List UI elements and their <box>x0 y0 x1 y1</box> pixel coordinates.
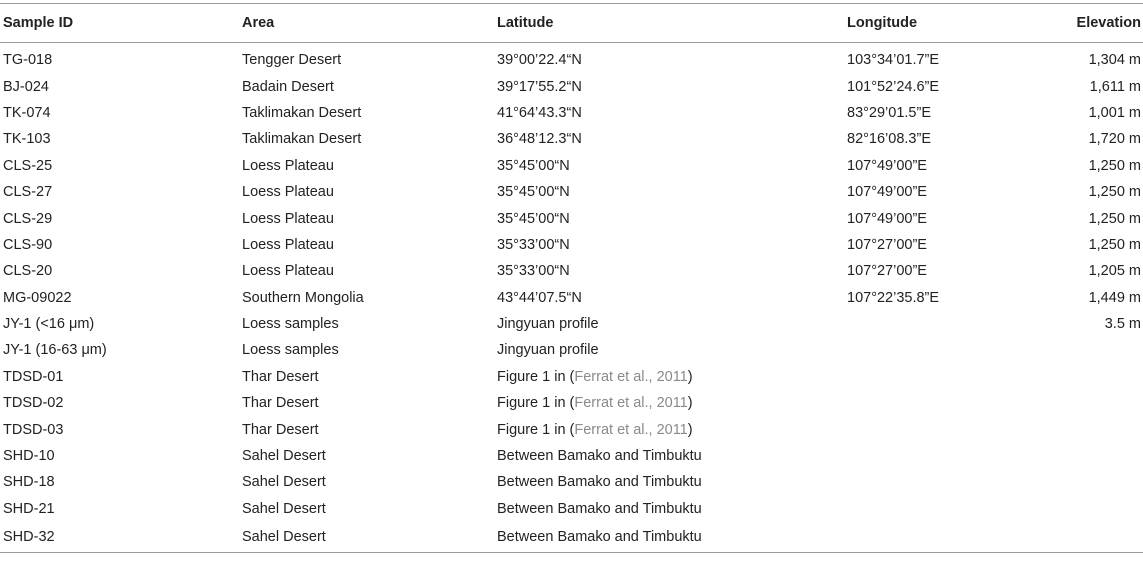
cell-sample-id: TDSD-01 <box>3 368 64 385</box>
cell-area: Loess samples <box>242 316 339 333</box>
cell-elevation <box>1063 522 1143 553</box>
cell-area: Thar Desert <box>242 421 319 438</box>
table-row <box>0 522 1143 553</box>
cell-longitude <box>847 443 1063 469</box>
cell-longitude <box>847 337 1063 363</box>
table-row <box>0 258 1143 284</box>
latitude-suffix: ) <box>687 395 693 412</box>
header-latitude: Latitude <box>497 4 847 43</box>
header-area: Area <box>242 4 497 43</box>
cell-longitude <box>847 496 1063 522</box>
cell-elevation: 3.5 m <box>1104 316 1141 333</box>
cell-sample-id: CLS-90 <box>3 236 53 253</box>
cell-latitude: Between Bamako and Timbuktu <box>497 522 847 553</box>
latitude-prefix: Figure 1 in ( <box>497 421 575 438</box>
latitude-prefix: Figure 1 in ( <box>497 395 575 412</box>
cell-sample-id: TG-018 <box>3 52 53 69</box>
cell-elevation: 1,720 m <box>1088 131 1141 148</box>
cell-latitude: Jingyuan profile <box>497 316 599 333</box>
table-row <box>0 416 1143 442</box>
cell-latitude: Between Bamako and Timbuktu <box>497 500 702 517</box>
cell-sample-id: BJ-024 <box>3 78 49 95</box>
cell-sample-id: SHD-32 <box>0 522 242 553</box>
table-row <box>0 285 1143 311</box>
cell-sample-id: CLS-27 <box>3 184 53 201</box>
table-row <box>0 179 1143 205</box>
cell-sample-id: TDSD-02 <box>3 395 64 412</box>
cell-longitude <box>847 469 1063 495</box>
cell-longitude <box>847 522 1063 553</box>
table-row <box>0 390 1143 416</box>
cell-sample-id: CLS-20 <box>3 263 53 280</box>
cell-area: Sahel Desert <box>242 474 326 491</box>
table-row <box>0 469 1143 495</box>
cell-longitude: 107°27’00”E <box>847 236 927 253</box>
cell-elevation <box>1063 496 1143 522</box>
cell-latitude: 39°00’22.4“N <box>497 52 582 69</box>
table-row <box>0 205 1143 231</box>
header-row <box>0 4 1143 43</box>
reference-link[interactable]: Ferrat et al., 2011 <box>574 368 688 385</box>
cell-area: Taklimakan Desert <box>242 131 362 148</box>
cell-longitude: 107°27’00”E <box>847 263 927 280</box>
table-row <box>0 337 1143 363</box>
table-row <box>0 364 1143 390</box>
table-header <box>0 4 1143 43</box>
cell-elevation <box>1063 364 1143 390</box>
cell-sample-id: JY-1 (16-63 μm) <box>3 342 107 359</box>
cell-elevation <box>1063 443 1143 469</box>
reference-link[interactable]: Ferrat et al., 2011 <box>574 421 688 438</box>
latitude-suffix: ) <box>687 421 693 438</box>
cell-elevation: 1,611 m <box>1089 78 1141 95</box>
cell-sample-id: TK-103 <box>3 131 51 148</box>
cell-area: Thar Desert <box>242 395 319 412</box>
cell-longitude <box>847 311 1063 337</box>
table-row <box>0 232 1143 258</box>
cell-latitude: 36°48’12.3“N <box>497 131 582 148</box>
cell-sample-id: SHD-10 <box>3 448 55 465</box>
cell-area: Loess samples <box>242 342 339 359</box>
table-row <box>0 443 1143 469</box>
cell-sample-id: CLS-25 <box>3 157 53 174</box>
table-body <box>0 43 1143 553</box>
cell-latitude: Jingyuan profile <box>497 342 599 359</box>
cell-latitude: Between Bamako and Timbuktu <box>497 448 702 465</box>
cell-latitude <box>497 416 847 442</box>
cell-longitude <box>847 416 1063 442</box>
sample-table <box>0 3 1143 553</box>
reference-link[interactable]: Ferrat et al., 2011 <box>574 395 688 412</box>
cell-longitude: 82°16’08.3”E <box>847 131 931 148</box>
cell-area: Thar Desert <box>242 368 319 385</box>
cell-latitude <box>497 364 847 390</box>
cell-longitude <box>847 390 1063 416</box>
cell-latitude: 35°45’00“N <box>497 210 570 227</box>
latitude-suffix: ) <box>687 368 693 385</box>
cell-sample-id: CLS-29 <box>3 210 53 227</box>
cell-area: Taklimakan Desert <box>242 104 362 121</box>
cell-area: Loess Plateau <box>242 184 334 201</box>
cell-elevation: 1,250 m <box>1088 210 1141 227</box>
cell-elevation <box>1063 390 1143 416</box>
table-row <box>0 311 1143 337</box>
cell-latitude: 35°45’00“N <box>497 184 570 201</box>
table-row <box>0 43 1143 74</box>
latitude-prefix: Figure 1 in ( <box>497 368 575 385</box>
cell-elevation: 1,001 m <box>1088 104 1141 121</box>
cell-area: Sahel Desert <box>242 522 497 553</box>
cell-area: Sahel Desert <box>242 500 326 517</box>
cell-elevation <box>1063 337 1143 363</box>
cell-longitude: 83°29’01.5”E <box>847 104 931 121</box>
cell-longitude: 107°49’00”E <box>847 210 927 227</box>
table-row <box>0 126 1143 152</box>
cell-elevation: 1,304 m <box>1088 52 1141 69</box>
cell-latitude: 35°45’00“N <box>497 157 570 174</box>
cell-latitude <box>497 390 847 416</box>
cell-elevation: 1,250 m <box>1088 236 1141 253</box>
table-row <box>0 100 1143 126</box>
cell-area: Tengger Desert <box>242 52 342 69</box>
cell-latitude: 35°33’00“N <box>497 263 570 280</box>
table-row <box>0 73 1143 99</box>
cell-elevation <box>1063 416 1143 442</box>
cell-area: Loess Plateau <box>242 210 334 227</box>
cell-longitude: 101°52’24.6”E <box>847 78 940 95</box>
cell-sample-id: SHD-21 <box>3 500 55 517</box>
cell-sample-id: SHD-18 <box>3 474 55 491</box>
header-elevation: Elevation <box>1063 4 1143 43</box>
cell-latitude: 41°64’43.3“N <box>497 104 582 121</box>
cell-area: Badain Desert <box>242 78 334 95</box>
cell-latitude: 43°44’07.5“N <box>497 289 582 306</box>
header-sample-id: Sample ID <box>0 4 242 43</box>
cell-latitude: 39°17’55.2“N <box>497 78 582 95</box>
cell-longitude: 107°49’00”E <box>847 157 927 174</box>
cell-elevation: 1,250 m <box>1088 184 1141 201</box>
cell-sample-id: MG-09022 <box>3 289 72 306</box>
cell-latitude: Between Bamako and Timbuktu <box>497 474 702 491</box>
cell-sample-id: TDSD-03 <box>3 421 64 438</box>
cell-elevation: 1,449 m <box>1088 289 1141 306</box>
cell-longitude: 103°34’01.7”E <box>847 52 940 69</box>
cell-area: Loess Plateau <box>242 157 334 174</box>
cell-latitude: 35°33’00“N <box>497 236 570 253</box>
cell-sample-id: TK-074 <box>3 104 51 121</box>
table-row <box>0 496 1143 522</box>
cell-longitude <box>847 364 1063 390</box>
cell-longitude: 107°22’35.8”E <box>847 289 940 306</box>
cell-elevation: 1,205 m <box>1088 263 1141 280</box>
header-longitude: Longitude <box>847 4 1063 43</box>
cell-area: Loess Plateau <box>242 263 334 280</box>
cell-area: Sahel Desert <box>242 448 326 465</box>
cell-sample-id: JY-1 (<16 μm) <box>3 316 95 333</box>
cell-elevation <box>1063 469 1143 495</box>
cell-longitude: 107°49’00”E <box>847 184 927 201</box>
cell-area: Southern Mongolia <box>242 289 364 306</box>
cell-area: Loess Plateau <box>242 236 334 253</box>
cell-elevation: 1,250 m <box>1088 157 1141 174</box>
table-row <box>0 153 1143 179</box>
